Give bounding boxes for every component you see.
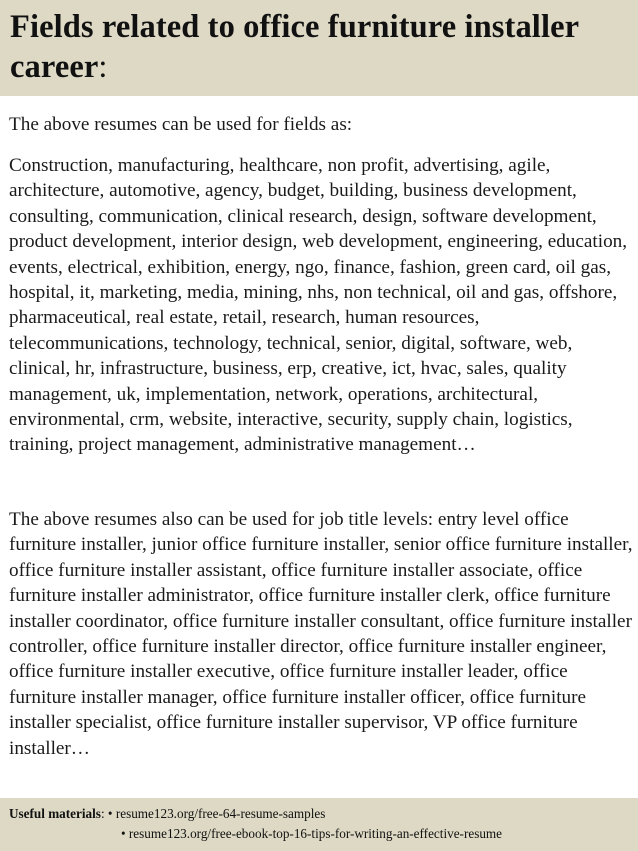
ebook-tips-link[interactable]: • resume123.org/free-ebook-top-16-tips-for-writing-an-effective-resume bbox=[121, 826, 503, 841]
footer-row-1 bbox=[9, 804, 638, 824]
page-title bbox=[10, 7, 628, 87]
intro-text: The above resumes can be used for fields as: bbox=[9, 114, 353, 135]
title-banner bbox=[0, 0, 638, 96]
useful-materials-separator: : bbox=[100, 806, 108, 821]
useful-materials-footer bbox=[0, 798, 638, 851]
job-levels-paragraph: The above resumes also can be used for job title levels: entry level office furniture installer, junior office furniture installer, senior office furniture installer, office furniture installer assistant, office furniture installer associate, office furniture installer administrator, office furniture installer clerk, office furniture installer coordinator, office furniture installer consultant, office furniture installer controller, office furniture installer director, office furniture installer engineer, office furniture installer executive, office furniture installer leader, office furniture installer manager, office furniture installer officer, office furniture installer specialist, office furniture installer supervisor, VP office furniture installer… bbox=[9, 509, 633, 759]
page-title-text: Fields related to office furniture installer career bbox=[10, 9, 579, 85]
useful-materials-label: Useful materials bbox=[9, 806, 101, 821]
resume-samples-link[interactable]: • resume123.org/free-64-resume-samples bbox=[107, 806, 326, 821]
footer-row-2 bbox=[9, 824, 638, 844]
page-title-colon: : bbox=[98, 49, 108, 85]
fields-paragraph: Construction, manufacturing, healthcare, non profit, advertising, agile, architecture, automotive, agency, budget, building, business development, consulting, communication, clinical research, design, software development, product development, interior design, web development, engineering, education, events, electrical, exhibition, energy, ngo, finance, fashion, green card, oil gas, hospital, it, marketing, media, mining, nhs, non technical, oil and gas, offshore, pharmaceutical, real estate, retail, research, human resources, telecommunications, technology, technical, senior, digital, software, web, clinical, hr, infrastructure, business, erp, creative, ict, hvac, sales, quality management, uk, implementation, network, operations, architectural, environmental, crm, website, interactive, security, supply chain, logistics, training, project management, administrative management… bbox=[9, 155, 628, 456]
